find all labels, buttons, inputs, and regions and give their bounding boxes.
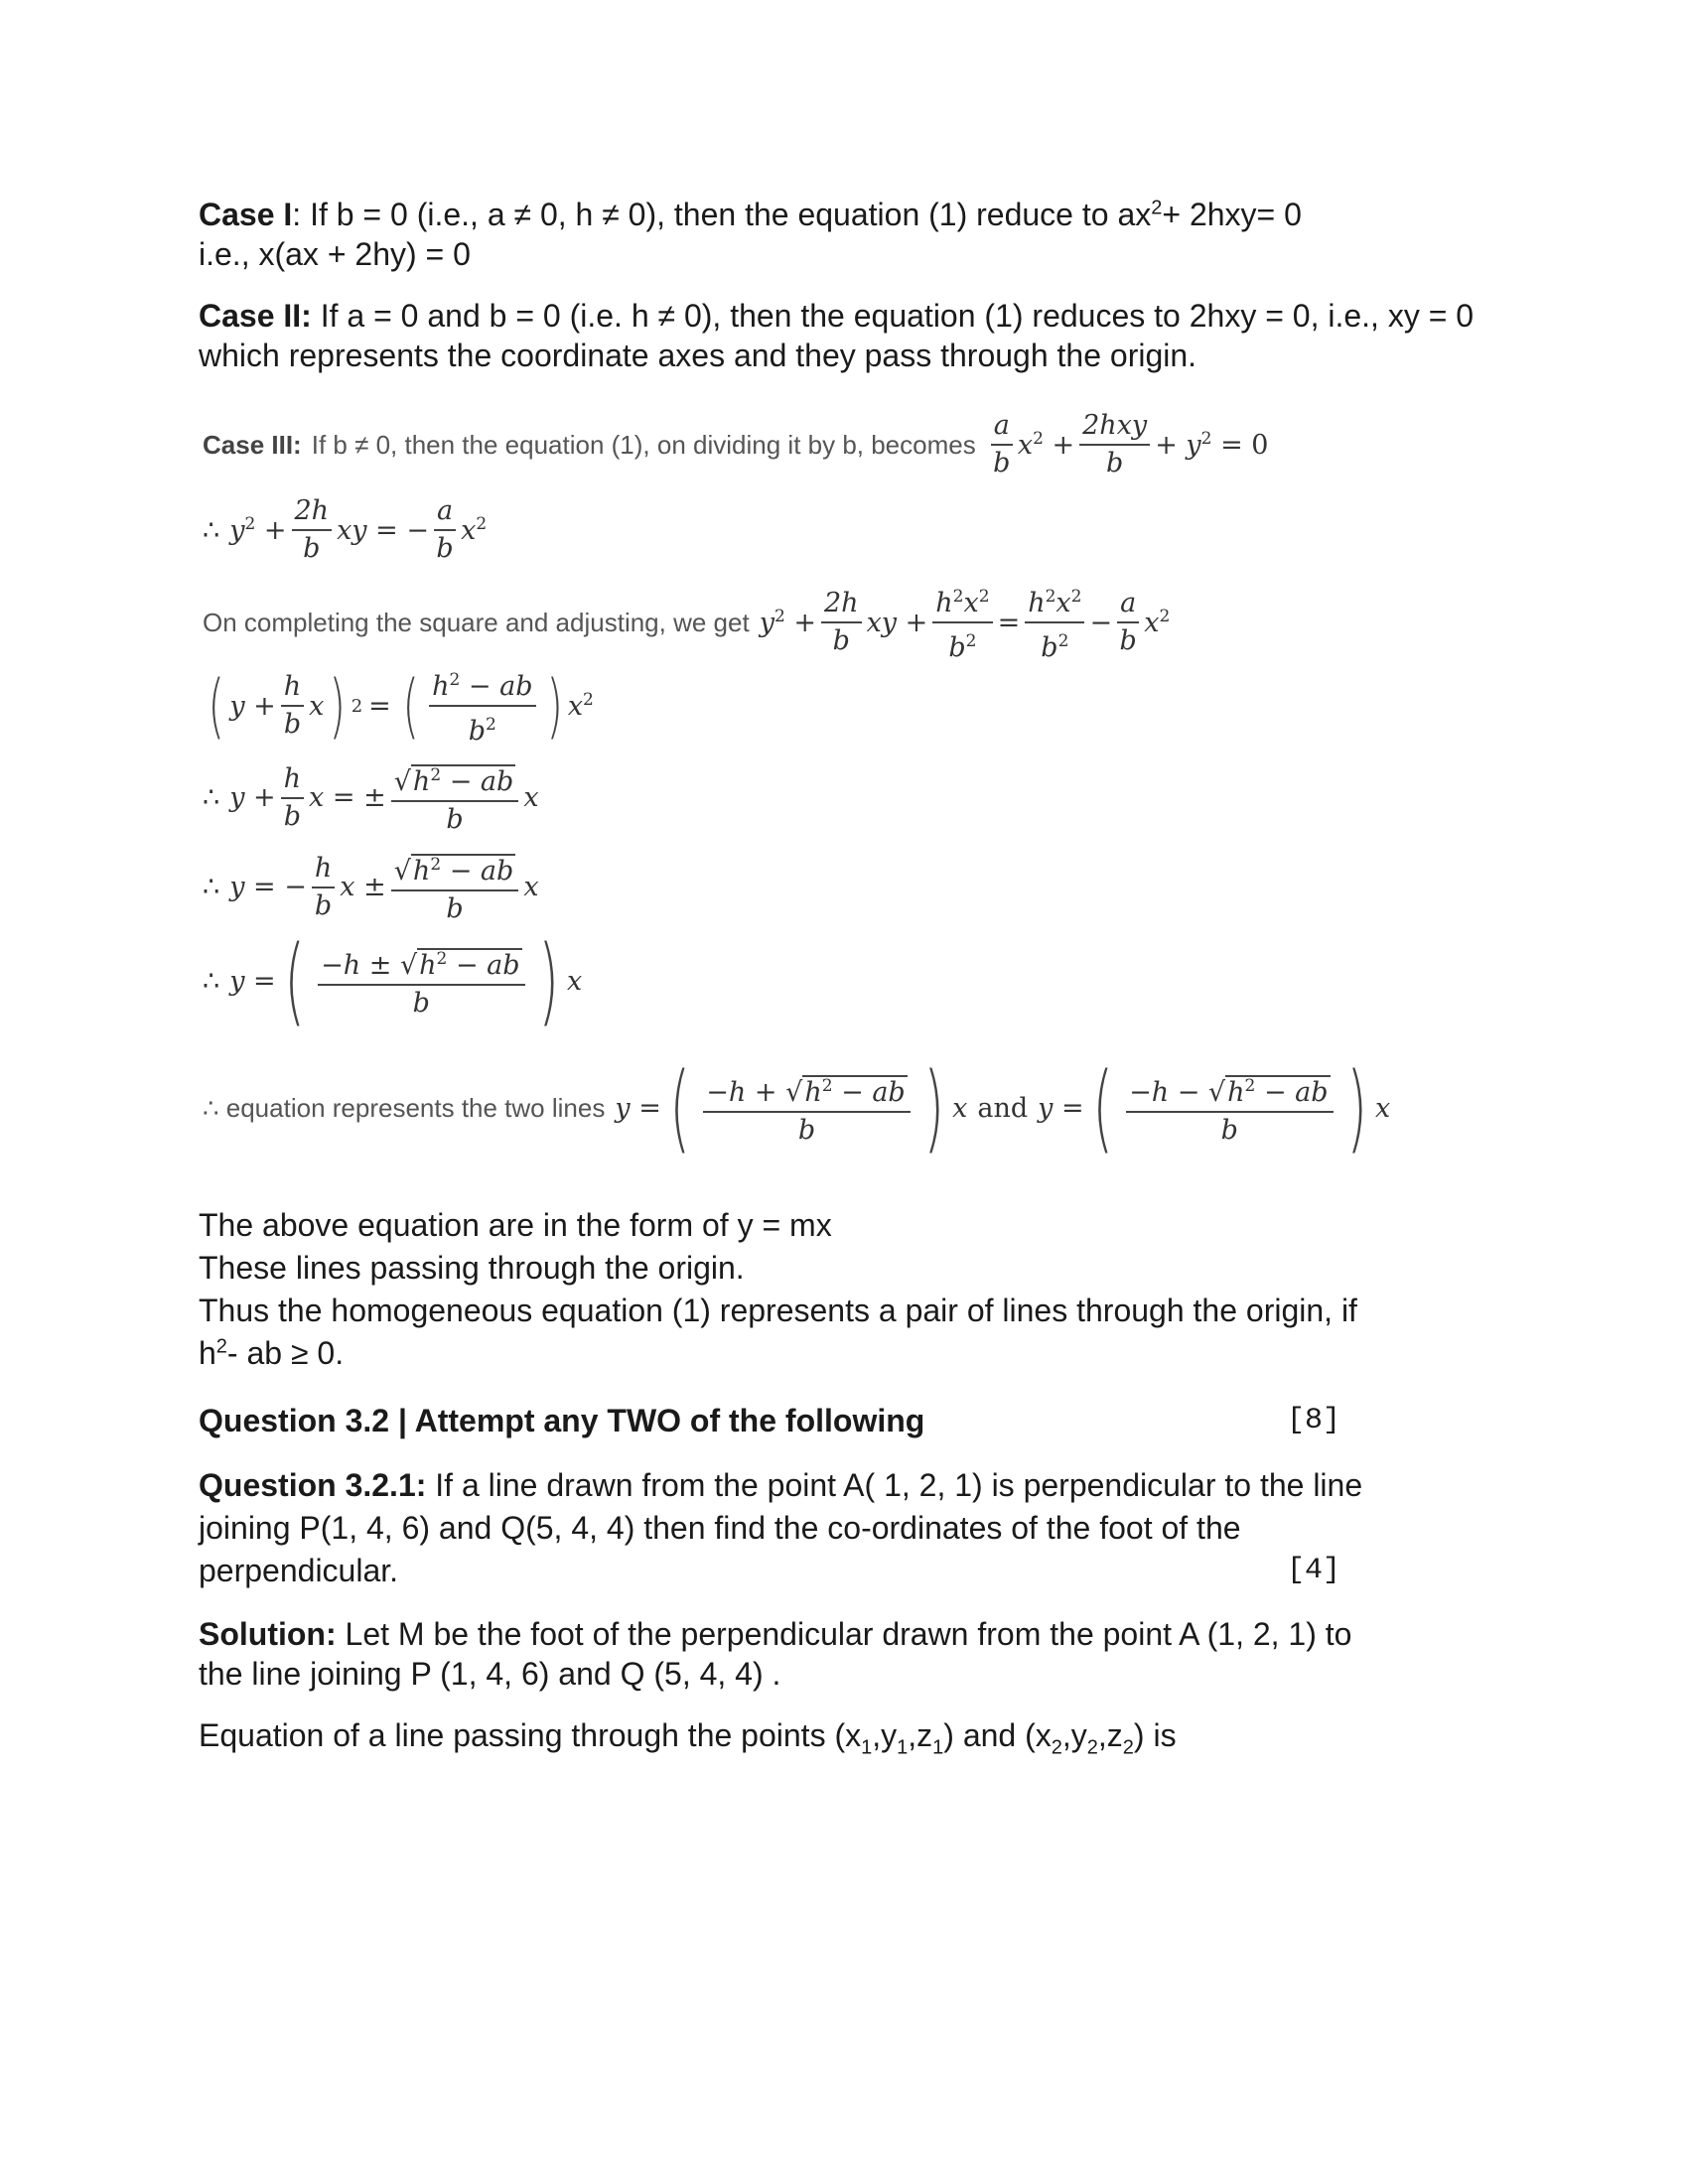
solution-label: Solution:	[199, 1616, 337, 1652]
conclusion-line-4-rest: - ab ≥ 0.	[226, 1335, 345, 1371]
fraction-a-over-b: $\frac{a}{b}$	[991, 411, 1013, 478]
solution-paragraph	[199, 1614, 1519, 1694]
equation-line-2: ∴ $y^2$ + $\frac{2h}{b}$ xy = − $\frac{a}{b}$ $x^2$	[203, 495, 488, 564]
case-1-line-2: i.e., x(ax + 2hy) = 0	[199, 236, 471, 272]
question-3-2-heading	[199, 1401, 1340, 1440]
equation-of-line-paragraph	[199, 1715, 1519, 1759]
sub-x1: 1	[861, 1736, 873, 1759]
equation-of-line-text	[199, 1715, 1519, 1759]
case-3-text: If b ≠ 0, then the equation (1), on dividing it by b, becomes	[311, 429, 976, 460]
sub-x2: 2	[1051, 1736, 1062, 1759]
two-lines-text: ∴ equation represents the two lines	[203, 1092, 606, 1123]
h-squared-sup: 2	[215, 1335, 227, 1358]
question-3-2-1-label: Question 3.2.1:	[199, 1467, 427, 1503]
and-word: and	[977, 1092, 1029, 1124]
equation-line-3: On completing the square and adjusting, we get $y^2$ + $\frac{2h}{b}$ xy + $\frac{h^2x^2}{b^2}$ = $\frac{h^2x^2}{b^2}$ − $\frac{a}{b}$ $x^2$	[203, 582, 1170, 663]
conclusion-line-1: The above equation are in the form of y = mx	[199, 1207, 832, 1243]
eq-part-2: ,z	[908, 1717, 933, 1753]
completing-square-text: On completing the square and adjusting, we get	[203, 607, 750, 637]
case-1-superscript: 2	[1151, 197, 1163, 219]
question-3-2-1-marks: [4]	[1286, 1554, 1340, 1587]
equation-line-4: ( y + $\frac{h}{b}$ x ) 2 = ( $\frac{h^2 - ab}{b^2}$ ) $x^2$	[208, 665, 594, 747]
question-3-2-1-line-3: perpendicular.	[199, 1553, 399, 1588]
sub-z2: 2	[1122, 1736, 1134, 1759]
question-3-2-1-line-2: joining P(1, 4, 6) and Q(5, 4, 4) then find the co-ordinates of the foot of the	[199, 1510, 1241, 1546]
case-1-text-a: : If b = 0 (i.e., a ≠ 0, h ≠ 0), then the equation (1) reduce to ax	[292, 197, 1152, 232]
question-3-2-title: Question 3.2 | Attempt any TWO of the following	[199, 1403, 925, 1438]
eq-part-6: ) is	[1133, 1717, 1177, 1753]
h-letter: h	[199, 1335, 216, 1371]
case-2-label: Case II:	[199, 298, 312, 334]
question-3-2-marks: [8]	[1286, 1404, 1340, 1437]
question-3-2-1	[199, 1464, 1519, 1592]
case-1-paragraph	[199, 195, 1519, 274]
conclusion-paragraph	[199, 1204, 1519, 1375]
sub-y2: 2	[1086, 1736, 1098, 1759]
conclusion-line-4	[199, 1332, 1519, 1375]
document-page	[199, 195, 1519, 1759]
sub-z1: 1	[932, 1736, 944, 1759]
solution-line-2: the line joining P (1, 4, 6) and Q (5, 4, 4) .	[199, 1656, 781, 1692]
eq-part-3: ) and (x	[943, 1717, 1052, 1753]
case-2-paragraph	[199, 296, 1519, 375]
sub-y1: 1	[897, 1736, 909, 1759]
case-3-label: Case III:	[203, 429, 302, 460]
equation-line-6: ∴ y = − $\frac{h}{b}$ x ± $\frac{√h^2 - ab}{b}$ x	[203, 850, 539, 924]
case-1-text-b: + 2hxy= 0	[1162, 197, 1302, 232]
fraction-2hxy-over-b: $\frac{\text{2hxy}}{b}$	[1079, 411, 1150, 478]
solution-line-1	[199, 1614, 1519, 1654]
question-3-2-1-line-1	[199, 1464, 1519, 1507]
case-2-line-2: which represents the coordinate axes and they pass through the origin.	[199, 338, 1197, 373]
equation-line-7: ∴ y = ( $\frac{-h \pm √h^2 - ab}{b}$ ) x	[203, 925, 583, 1036]
conclusion-line-3: Thus the homogeneous equation (1) represents a pair of lines through the origin, if	[199, 1293, 1357, 1328]
case-1-line-1	[199, 195, 1519, 234]
conclusion-line-2: These lines passing through the origin.	[199, 1250, 745, 1286]
case-1-label: Case I	[199, 197, 293, 232]
question-3-2-1-text: If a line drawn from the point A( 1, 2, 1) is perpendicular to the line	[426, 1467, 1363, 1503]
eq-part-4: ,y	[1061, 1717, 1087, 1753]
case-3-derivation-image	[199, 397, 1519, 1176]
equation-line-5: ∴ y + $\frac{h}{b}$ x = ± $\frac{√h^2 - ab}{b}$ x	[203, 760, 539, 835]
solution-text: Let M be the foot of the perpendicular drawn from the point A (1, 2, 1) to	[336, 1616, 1352, 1652]
eq-part-5: ,z	[1097, 1717, 1123, 1753]
case-2-text: If a = 0 and b = 0 (i.e. h ≠ 0), then the equation (1) reduces to 2hxy = 0, i.e., xy = 0	[311, 298, 1475, 334]
equation-line-8: ∴ equation represents the two lines y = ( $\frac{-h + √h^2 - ab}{b}$ ) x and y = ( $\frac{-h - √h^2 - ab}{b}$ ) x	[203, 1052, 1391, 1163]
eq-part-1: ,y	[872, 1717, 898, 1753]
eq-part-0: Equation of a line passing through the points (x	[199, 1717, 862, 1753]
case-2-line-1	[199, 296, 1519, 336]
case-3-statement: Case III: If b ≠ 0, then the equation (1), on dividing it by b, becomes $\frac{a}{b}$ $x^2$ + $\frac{\text{2hxy}}{b}$ + $y^2 = 0$	[203, 410, 1269, 478]
